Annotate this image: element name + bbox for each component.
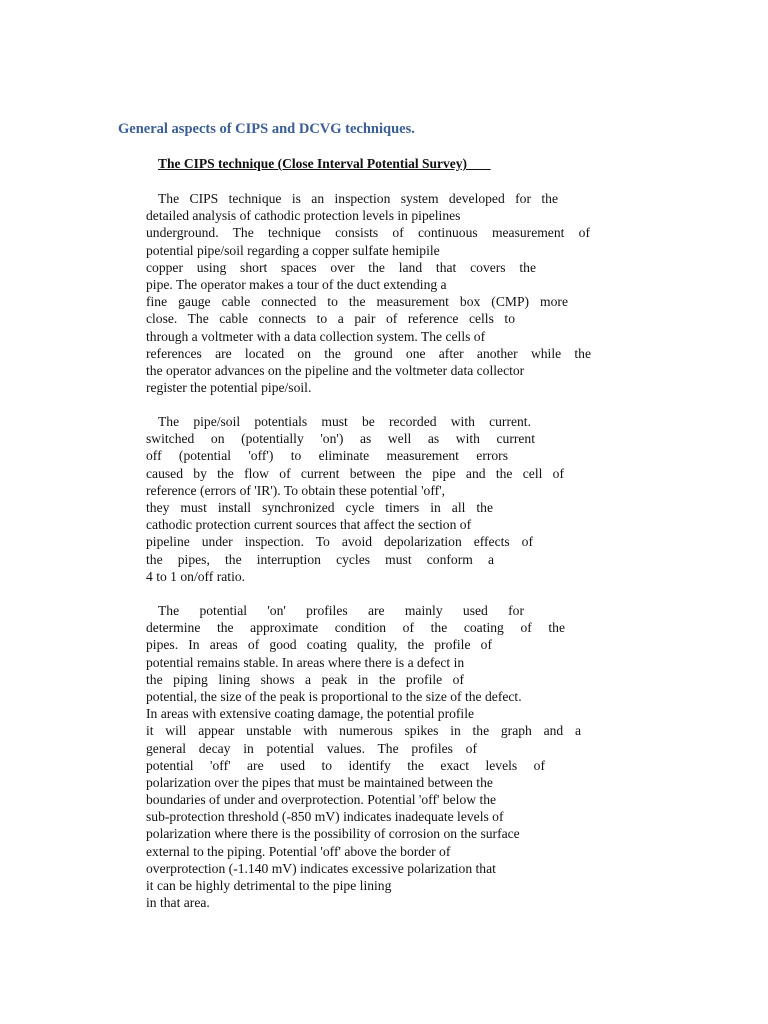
text-line: underground. The technique consists of continuous measurement of bbox=[146, 225, 590, 241]
text-line: cathodic protection current sources that affect the section of bbox=[146, 517, 472, 533]
text-line: polarization where there is the possibility of corrosion on the surface bbox=[146, 826, 520, 842]
text-line: off (potential 'off') to eliminate measurement errors bbox=[146, 448, 508, 464]
text-line: boundaries of under and overprotection. Potential 'off' below the bbox=[146, 792, 497, 808]
paragraph-1 bbox=[146, 190, 591, 396]
text-line: overprotection (-1.140 mV) indicates excessive polarization that bbox=[146, 860, 496, 876]
text-line: potential 'off' are used to identify the exact levels of bbox=[146, 757, 545, 773]
text-line: The CIPS technique is an inspection system developed for the bbox=[158, 191, 558, 206]
text-line: In areas with extensive coating damage, the potential profile bbox=[146, 706, 475, 722]
text-line: it can be highly detrimental to the pipe lining bbox=[146, 878, 392, 893]
text-line: caused by the flow of current between the pipe and the cell of bbox=[146, 465, 564, 481]
text-line: pipes. In areas of good coating quality, the profile of bbox=[146, 637, 492, 653]
text-line: polarization over the pipes that must be maintained between the bbox=[146, 774, 493, 790]
text-line: potential remains stable. In areas where there is a defect in bbox=[146, 654, 465, 670]
section-heading: General aspects of CIPS and DCVG techniques. bbox=[118, 121, 415, 137]
text-line: copper using short spaces over the land that covers the bbox=[146, 259, 536, 275]
text-line: The potential 'on' profiles are mainly used for bbox=[158, 603, 524, 618]
text-line: switched on (potentially 'on') as well as with current bbox=[146, 431, 535, 447]
text-line: potential pipe/soil regarding a copper sulfate hemipile bbox=[146, 242, 440, 258]
subsection-heading: The CIPS technique (Close Interval Potential Survey) bbox=[158, 156, 491, 171]
text-line: through a voltmeter with a data collection system. The cells of bbox=[146, 328, 486, 344]
paragraph-3 bbox=[146, 602, 581, 911]
text-line: reference (errors of 'IR'). To obtain these potential 'off', bbox=[146, 482, 445, 498]
text-line: determine the approximate condition of the coating of the bbox=[146, 620, 565, 636]
text-line: 4 to 1 on/off ratio. bbox=[146, 568, 246, 584]
text-line: fine gauge cable connected to the measurement box (CMP) more bbox=[146, 294, 568, 310]
text-line: they must install synchronized cycle timers in all the bbox=[146, 499, 493, 515]
text-line: register the potential pipe/soil. bbox=[146, 380, 312, 396]
text-line: the pipes, the interruption cycles must conform a bbox=[146, 551, 494, 567]
text-line: references are located on the ground one after another while the bbox=[146, 345, 591, 361]
text-line: the piping lining shows a peak in the profile of bbox=[146, 671, 464, 687]
text-line: general decay in potential values. The profiles of bbox=[146, 740, 477, 756]
text-line: pipeline under inspection. To avoid depolarization effects of bbox=[146, 534, 533, 550]
text-line: potential, the size of the peak is proportional to the size of the defect. bbox=[146, 688, 522, 704]
text-line: it will appear unstable with numerous spikes in the graph and a bbox=[146, 723, 581, 739]
text-line: The pipe/soil potentials must be recorded with current. bbox=[158, 414, 531, 429]
text-line: in that area. bbox=[146, 895, 210, 911]
paragraph-2 bbox=[146, 413, 564, 585]
text-line: detailed analysis of cathodic protection levels in pipelines bbox=[146, 208, 461, 224]
text-line: external to the piping. Potential 'off' above the border of bbox=[146, 843, 451, 859]
text-line: the operator advances on the pipeline and the voltmeter data collector bbox=[146, 362, 525, 378]
text-line: pipe. The operator makes a tour of the duct extending a bbox=[146, 276, 447, 292]
text-line: close. The cable connects to a pair of reference cells to bbox=[146, 311, 515, 327]
text-line: sub-protection threshold (-850 mV) indicates inadequate levels of bbox=[146, 809, 504, 825]
